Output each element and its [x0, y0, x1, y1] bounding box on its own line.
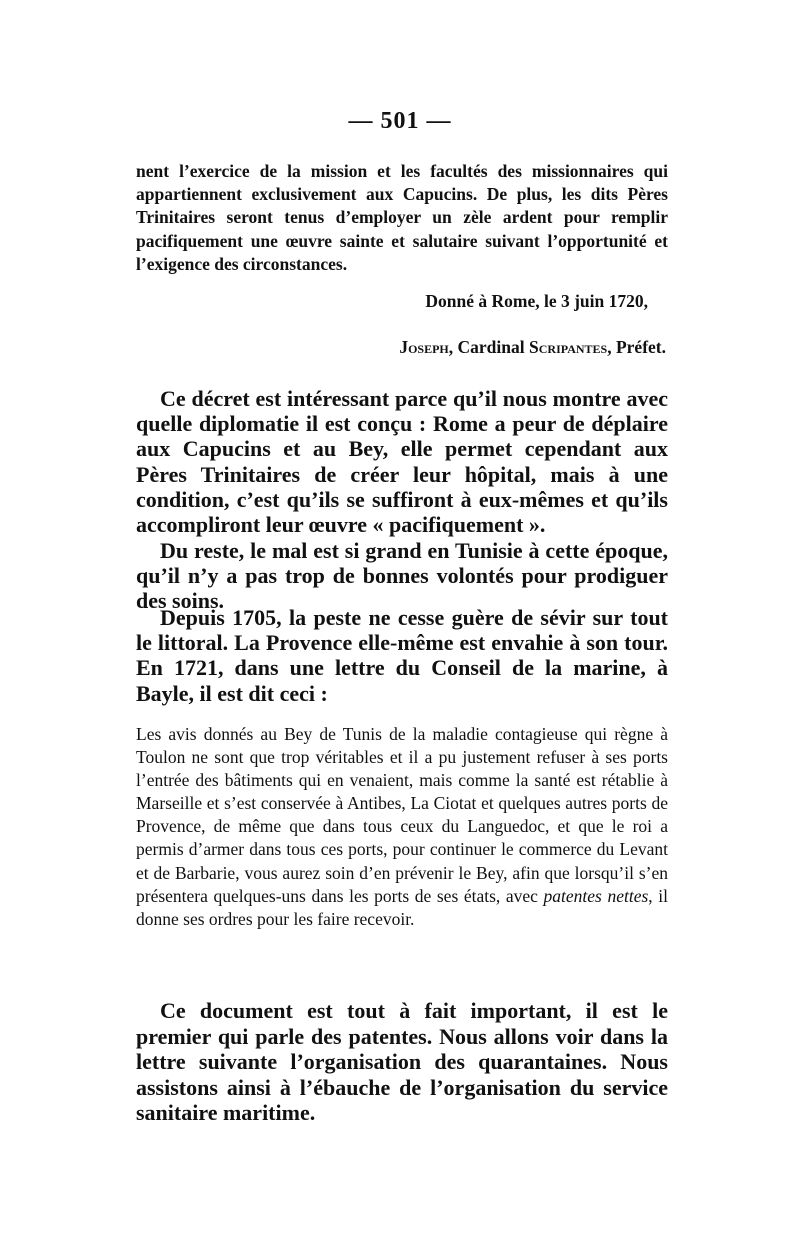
letter-quote-text-a: Les avis donnés au Bey de Tunis de la maladie contagieuse qui règne à Toulon ne sont que trop véritables et il a pu justement refuser à ses ports l’entrée des bâtiments qui en venaient, mais comme la santé est rétablie à Marseille et s’est conservée à Antibes, La Ciotat et quelques autres ports de Provence, de même que dans tous ceux du Languedoc, et que le roi a permis d’armer dans tous ces ports, pour continuer le commerce du Levant et de Barbarie, vous aurez soin d’en prévenir le Bey, afin que lorsqu’il s’en présentera quelques-uns dans les ports de ses états, avec: [136, 724, 668, 906]
page-number: — 501 —: [348, 108, 452, 134]
decree-signature: [399, 336, 666, 359]
letter-quote-italic: patentes nettes: [543, 885, 649, 906]
decree-date-line: Donné à Rome, le 3 juin 1720,: [425, 291, 648, 311]
paragraph-closing: Ce document est tout à fait important, il est le premier qui parle des patentes. Nous allons voir dans la lettre suivante l’organisation des quarantaines. Nous assistons ainsi à l’ébauche de l’organisation du service sanitaire maritime.: [136, 998, 668, 1125]
signer-name: Joseph: [399, 337, 449, 357]
letter-quote-text-b: , il donne ses ordres pour les faire recevoir.: [136, 885, 668, 929]
paragraph-tunisia: Du reste, le mal est si grand en Tunisie à cette époque, qu’il n’y a pas trop de bonnes volontés pour prodiguer des soins.: [136, 538, 668, 614]
paragraph-decree-analysis: Ce décret est intéressant parce qu’il nous montre avec quelle diplomatie il est conçu : Rome a peur de déplaire aux Capucins et au Bey, elle permet cependant aux Pères Trinitaires de créer leur hôpital, mais à une condition, c’est qu’ils se suffiront à eux-mêmes et qu’ils accompliront leur œuvre « pacifiquement ».: [136, 386, 668, 538]
signer-surname: Scripantes: [529, 337, 608, 357]
signer-title-a: , Cardinal: [448, 337, 530, 357]
paragraph-plague: Depuis 1705, la peste ne cesse guère de sévir sur tout le littoral. La Provence elle-même est envahie à son tour. En 1721, dans une lettre du Conseil de la marine, à Bayle, il est dit ceci :: [136, 605, 668, 706]
letter-quote: [136, 723, 668, 931]
quote-continuation: nent l’exercice de la mission et les facultés des missionnaires qui appartiennent exclusivement aux Capucins. De plus, les dits Pères Trinitaires seront tenus d’employer un zèle ardent pour remplir pacifiquement une œuvre sainte et salutaire suivant l’opportunité et l’exigence des circonstances.: [136, 161, 668, 274]
signer-title-b: , Préfet.: [607, 337, 666, 357]
